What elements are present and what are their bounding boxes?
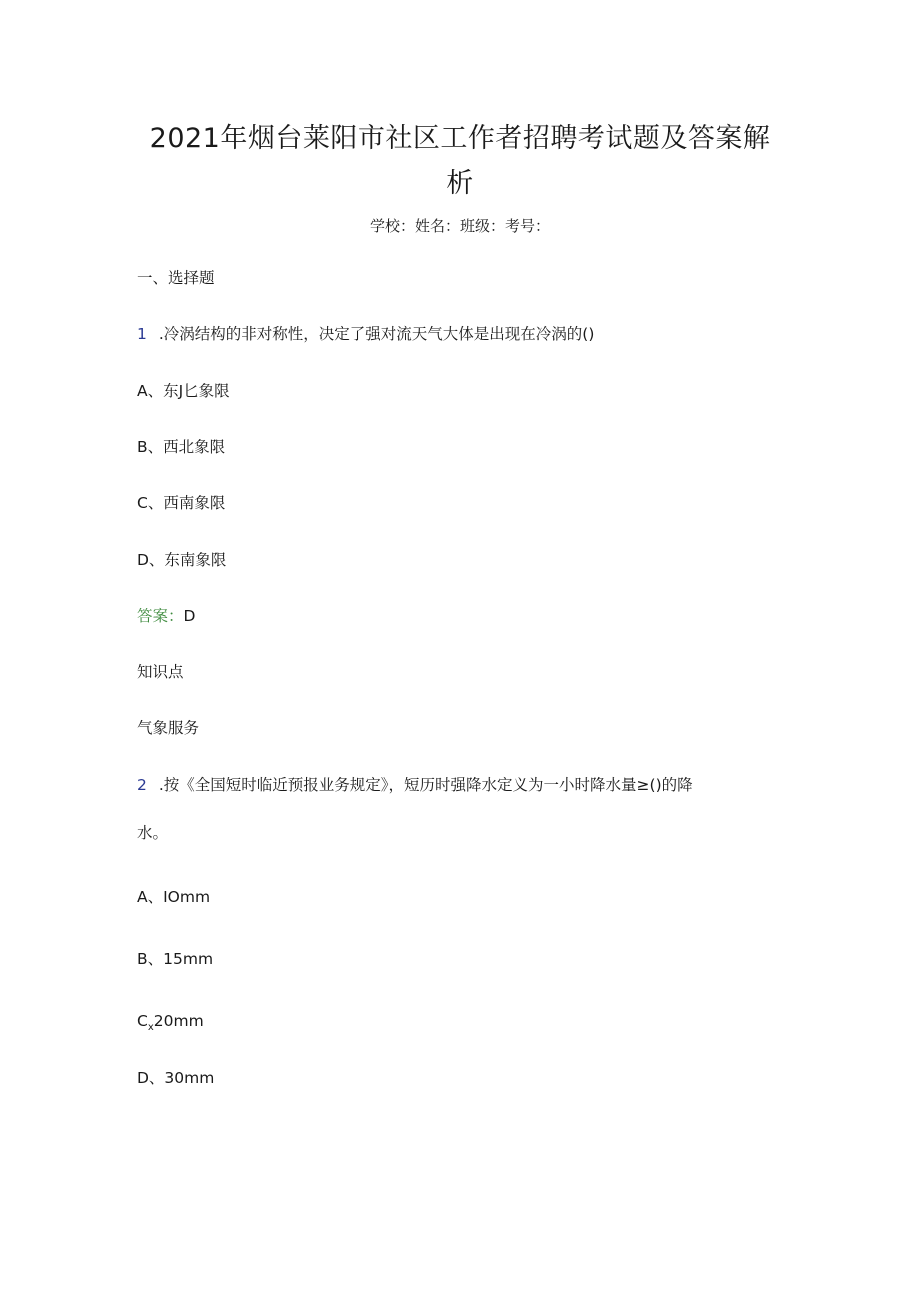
option-b: B、西北象限: [137, 438, 226, 456]
option-c: C、西南象限: [137, 494, 226, 512]
option-c: [137, 1009, 204, 1040]
option-a: A、东J匕象限: [137, 382, 230, 400]
question-number: 2: [137, 776, 147, 794]
answer-value: D: [183, 607, 196, 625]
option-a: A、IOmm: [137, 888, 211, 906]
option-d: D、东南象限: [137, 551, 227, 569]
option-value: 20mm: [153, 1012, 204, 1030]
question-text-continued: 水。: [137, 824, 169, 842]
section-heading: 一、选择题: [137, 269, 215, 287]
question-text: .冷涡结构的非对称性，决定了强对流天气大体是出现在冷涡的(): [158, 325, 595, 343]
question-text: .按《全国短时临近预报业务规定》，短历时强降水定义为一小时降水量≥()的降: [158, 776, 693, 794]
option-subscript: x: [147, 1022, 154, 1034]
option-letter: C: [137, 1012, 148, 1030]
knowledge-value: 气象服务: [137, 719, 200, 737]
answer-label: 答案：: [137, 607, 184, 625]
answer: [137, 604, 195, 628]
option-b: B、15mm: [137, 950, 214, 968]
question-2: [137, 773, 693, 797]
knowledge-label: 知识点: [137, 663, 184, 681]
student-info-line: 学校：姓名：班级：考号：: [369, 217, 550, 235]
question-1: [137, 322, 594, 346]
page-title: 2021年烟台莱阳市社区工作者招聘考试题及答案解析: [149, 123, 771, 199]
option-d: D、30mm: [137, 1069, 215, 1087]
question-number: 1: [137, 325, 147, 343]
